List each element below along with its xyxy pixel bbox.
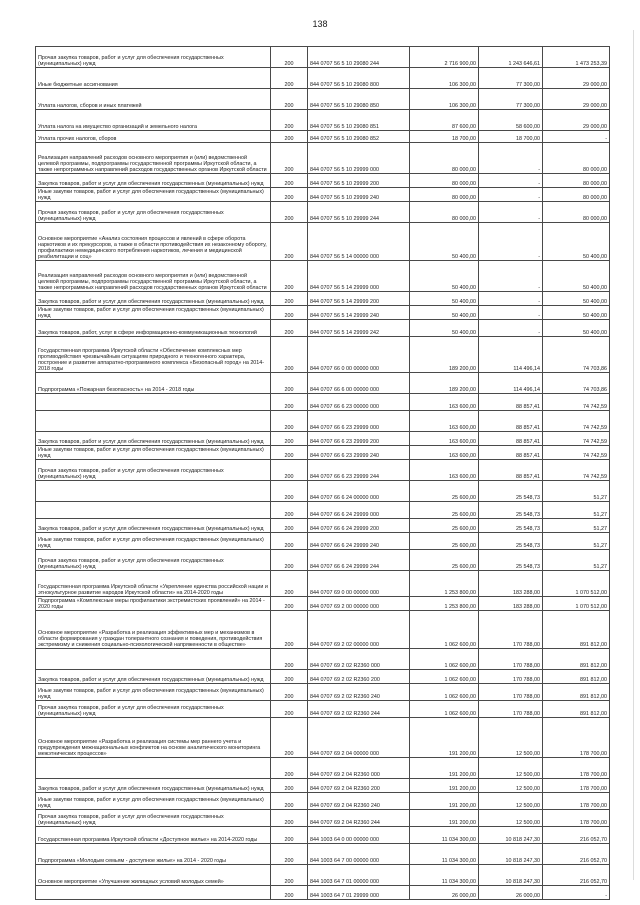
table-row [36, 89, 610, 110]
cell-unexecuted-amount: 178 700,00 [543, 810, 610, 827]
cell-executed-amount: 183 288,00 [479, 597, 543, 611]
cell-line-code: 200 [271, 188, 308, 202]
cell-unexecuted-amount: 50 400,00 [543, 292, 610, 306]
cell-budget-code: 844 0707 66 6 23 29999 244 [308, 460, 410, 481]
table-row [36, 779, 610, 793]
table-row [36, 68, 610, 89]
cell-approved-amount: 25 600,00 [410, 533, 479, 550]
cell-line-code: 200 [271, 718, 308, 758]
cell-budget-code: 844 1003 64 7 01 29999 000 [308, 886, 410, 900]
cell-budget-code: 844 0707 56 5 10 29080 852 [308, 131, 410, 143]
cell-unexecuted-amount: 74 742,59 [543, 432, 610, 446]
cell-executed-amount: 10 818 247,30 [479, 844, 543, 865]
cell-budget-code: 844 0707 66 6 24 29999 240 [308, 533, 410, 550]
cell-description: Уплата налогов, сборов и иных платежей [36, 89, 271, 110]
cell-unexecuted-amount: 1 070 512,00 [543, 571, 610, 597]
cell-budget-code: 844 0707 66 6 23 29999 200 [308, 432, 410, 446]
cell-executed-amount: 25 548,73 [479, 550, 543, 571]
cell-approved-amount: 163 600,00 [410, 460, 479, 481]
table-row [36, 110, 610, 131]
cell-executed-amount: 170 788,00 [479, 701, 543, 718]
cell-description [36, 481, 271, 502]
cell-executed-amount: 88 857,41 [479, 446, 543, 460]
table-row [36, 411, 610, 432]
cell-description: Государственная программа Иркутской области «Обеспечение комплексных мер противодействия чрезвычайным ситуациям природного и техногенного характера, построение и развитие аппаратно-программного комплекса «Безопасный город» на 2014-2018 годы [36, 337, 271, 373]
table-row [36, 188, 610, 202]
cell-line-code: 200 [271, 649, 308, 670]
cell-description [36, 649, 271, 670]
cell-executed-amount: 12 500,00 [479, 758, 543, 779]
cell-unexecuted-amount: 1 070 512,00 [543, 597, 610, 611]
cell-line-code: 200 [271, 519, 308, 533]
cell-unexecuted-amount: 216 052,70 [543, 865, 610, 886]
table-row [36, 810, 610, 827]
cell-description: Иные закупки товаров, работ и услуг для обеспечения государственных (муниципальных) нужд [36, 793, 271, 810]
table-row [36, 202, 610, 223]
cell-unexecuted-amount: 51,27 [543, 519, 610, 533]
cell-line-code: 200 [271, 481, 308, 502]
cell-budget-code: 844 0707 69 2 02 R2360 200 [308, 670, 410, 684]
cell-approved-amount: 11 034 300,00 [410, 844, 479, 865]
cell-budget-code: 844 1003 64 7 00 00000 000 [308, 844, 410, 865]
cell-budget-code: 844 1003 64 0 00 00000 000 [308, 827, 410, 844]
cell-approved-amount: 163 600,00 [410, 432, 479, 446]
cell-description: Иные закупки товаров, работ и услуг для обеспечения государственных (муниципальных) нужд [36, 306, 271, 320]
cell-approved-amount: 106 300,00 [410, 89, 479, 110]
cell-description: Основное мероприятие «Разработка и реализация системы мер раннего учета и предупреждения межнациональных конфликтов на основе аналитического мониторинга межэтнических процессов» [36, 718, 271, 758]
cell-budget-code: 844 0707 69 2 02 R2360 244 [308, 701, 410, 718]
cell-description: Реализация направлений расходов основного мероприятия и (или) ведомственной целевой программы, подпрограммы государственной программы Иркутской области, а также непрограммных направлений расходов государственных органов Иркутской области [36, 261, 271, 292]
table-row [36, 684, 610, 701]
table-row [36, 519, 610, 533]
cell-line-code: 200 [271, 411, 308, 432]
cell-description: Иные закупки товаров, работ и услуг для обеспечения государственных (муниципальных) нужд [36, 188, 271, 202]
table-row [36, 320, 610, 337]
cell-line-code: 200 [271, 337, 308, 373]
cell-description: Иные закупки товаров, работ и услуг для обеспечения государственных (муниципальных) нужд [36, 684, 271, 701]
cell-executed-amount: - [479, 202, 543, 223]
cell-approved-amount: 50 400,00 [410, 261, 479, 292]
cell-line-code: 200 [271, 174, 308, 188]
cell-description: Прочая закупка товаров, работ и услуг для обеспечения государственных (муниципальных) нужд [36, 701, 271, 718]
table-row [36, 502, 610, 519]
cell-budget-code: 844 0707 69 2 04 R2360 240 [308, 793, 410, 810]
table-row [36, 394, 610, 411]
cell-approved-amount: 11 034 300,00 [410, 865, 479, 886]
cell-unexecuted-amount: 51,27 [543, 502, 610, 519]
cell-unexecuted-amount: 74 742,59 [543, 394, 610, 411]
cell-description [36, 502, 271, 519]
cell-description: Реализация направлений расходов основного мероприятия и (или) ведомственной целевой программы, подпрограммы государственной программы Иркутской области, а также непрограммных направлений расходов государственных органов Иркутской области [36, 143, 271, 174]
cell-approved-amount: 191 200,00 [410, 718, 479, 758]
cell-approved-amount: 50 400,00 [410, 292, 479, 306]
cell-executed-amount: 88 857,41 [479, 432, 543, 446]
table-row [36, 143, 610, 174]
cell-description: Государственная программа Иркутской области «Доступное жилье» на 2014-2020 годы [36, 827, 271, 844]
cell-approved-amount: 1 062 600,00 [410, 701, 479, 718]
cell-budget-code: 844 0707 56 5 14 29999 200 [308, 292, 410, 306]
cell-approved-amount: 1 253 800,00 [410, 597, 479, 611]
cell-description: Подпрограмма «Молодым семьям - доступное жилье» на 2014 - 2020 годы [36, 844, 271, 865]
cell-unexecuted-amount: 178 700,00 [543, 718, 610, 758]
cell-budget-code: 844 0707 56 5 10 29080 800 [308, 68, 410, 89]
cell-line-code: 200 [271, 533, 308, 550]
cell-budget-code: 844 0707 56 5 14 29999 242 [308, 320, 410, 337]
cell-approved-amount: 1 062 600,00 [410, 684, 479, 701]
cell-executed-amount: 12 500,00 [479, 779, 543, 793]
cell-description [36, 394, 271, 411]
cell-unexecuted-amount: 178 700,00 [543, 793, 610, 810]
cell-approved-amount: 163 600,00 [410, 394, 479, 411]
cell-line-code: 200 [271, 110, 308, 131]
cell-approved-amount: 80 000,00 [410, 188, 479, 202]
cell-approved-amount: 191 200,00 [410, 758, 479, 779]
cell-line-code: 200 [271, 684, 308, 701]
cell-unexecuted-amount: 891 812,00 [543, 611, 610, 649]
cell-line-code: 200 [271, 292, 308, 306]
table-row [36, 174, 610, 188]
cell-executed-amount: 25 548,73 [479, 533, 543, 550]
cell-line-code: 200 [271, 550, 308, 571]
cell-unexecuted-amount: 51,27 [543, 481, 610, 502]
table-row [36, 432, 610, 446]
cell-description: Уплата налога на имущество организаций и земельного налога [36, 110, 271, 131]
cell-executed-amount: - [479, 261, 543, 292]
cell-description: Иные бюджетные ассигнования [36, 68, 271, 89]
cell-line-code: 200 [271, 460, 308, 481]
cell-unexecuted-amount: 216 052,70 [543, 827, 610, 844]
table-row [36, 844, 610, 865]
cell-budget-code: 844 0707 56 5 14 29999 000 [308, 261, 410, 292]
table-row [36, 793, 610, 810]
cell-unexecuted-amount: 1 473 253,39 [543, 47, 610, 68]
cell-line-code: 200 [271, 502, 308, 519]
cell-budget-code: 844 0707 66 6 00 00000 000 [308, 373, 410, 394]
table-row [36, 533, 610, 550]
cell-executed-amount: 88 857,41 [479, 394, 543, 411]
table-row [36, 460, 610, 481]
cell-executed-amount: 183 288,00 [479, 571, 543, 597]
cell-executed-amount: 10 818 247,30 [479, 865, 543, 886]
cell-approved-amount: 1 062 600,00 [410, 670, 479, 684]
cell-budget-code: 844 1003 64 7 01 00000 000 [308, 865, 410, 886]
cell-executed-amount: - [479, 143, 543, 174]
cell-approved-amount: 25 600,00 [410, 519, 479, 533]
cell-executed-amount: 170 788,00 [479, 670, 543, 684]
cell-description: Основное мероприятие «Анализ состояния процессов и явлений в сфере оборота наркотиков и их прекурсоров, а также в области противодействия их незаконному обороту, профилактики немедицинского потребления наркотиков, лечения и медицинской реабилитации и соц» [36, 223, 271, 261]
cell-description: Иные закупки товаров, работ и услуг для обеспечения государственных (муниципальных) нужд [36, 446, 271, 460]
cell-description: Закупка товаров, работ и услуг для обеспечения государственных (муниципальных) нужд [36, 779, 271, 793]
cell-unexecuted-amount: 891 812,00 [543, 670, 610, 684]
table-row [36, 261, 610, 292]
cell-line-code: 200 [271, 202, 308, 223]
cell-unexecuted-amount: 74 742,59 [543, 411, 610, 432]
cell-description [36, 758, 271, 779]
cell-budget-code: 844 0707 66 6 24 29999 200 [308, 519, 410, 533]
cell-description: Подпрограмма «Комплексные меры профилактики экстремистских проявлений» на 2014 - 2020 годы [36, 597, 271, 611]
cell-unexecuted-amount: 80 000,00 [543, 174, 610, 188]
cell-executed-amount: 12 500,00 [479, 810, 543, 827]
cell-description: Закупка товаров, работ и услуг для обеспечения государственных (муниципальных) нужд [36, 292, 271, 306]
cell-description: Закупка товаров, работ и услуг для обеспечения государственных (муниципальных) нужд [36, 519, 271, 533]
table-row [36, 223, 610, 261]
cell-executed-amount: 25 548,73 [479, 502, 543, 519]
cell-approved-amount: 87 600,00 [410, 110, 479, 131]
cell-executed-amount: - [479, 188, 543, 202]
cell-unexecuted-amount: 74 703,86 [543, 337, 610, 373]
cell-line-code: 200 [271, 670, 308, 684]
cell-approved-amount: 80 000,00 [410, 174, 479, 188]
cell-unexecuted-amount: 51,27 [543, 550, 610, 571]
cell-description: Закупка товаров, работ и услуг для обеспечения государственных (муниципальных) нужд [36, 432, 271, 446]
table-row [36, 827, 610, 844]
cell-approved-amount: 26 000,00 [410, 886, 479, 900]
cell-description: Закупка товаров, работ и услуг для обеспечения государственных (муниципальных) нужд [36, 670, 271, 684]
cell-line-code: 200 [271, 810, 308, 827]
cell-description [36, 886, 271, 900]
cell-line-code: 200 [271, 597, 308, 611]
table-row [36, 611, 610, 649]
cell-budget-code: 844 0707 56 5 10 29080 851 [308, 110, 410, 131]
cell-unexecuted-amount: 891 812,00 [543, 649, 610, 670]
cell-executed-amount: - [479, 174, 543, 188]
cell-description: Прочая закупка товаров, работ и услуг для обеспечения государственных (муниципальных) нужд [36, 550, 271, 571]
cell-unexecuted-amount: - [543, 131, 610, 143]
cell-budget-code: 844 0707 69 2 02 R2360 240 [308, 684, 410, 701]
page-number: 138 [312, 19, 328, 29]
cell-line-code: 200 [271, 779, 308, 793]
cell-description: Государственная программа Иркутской области «Укрепление единства российской нации и этнокультурное развитие народов Иркутской области» на 2014-2020 годы [36, 571, 271, 597]
cell-line-code: 200 [271, 143, 308, 174]
cell-approved-amount: 50 400,00 [410, 320, 479, 337]
cell-executed-amount: 10 818 247,30 [479, 827, 543, 844]
cell-description: Закупка товаров, работ, услуг в сфере информационно-коммуникационных технологий [36, 320, 271, 337]
cell-approved-amount: 80 000,00 [410, 143, 479, 174]
cell-executed-amount: - [479, 223, 543, 261]
cell-unexecuted-amount: 891 812,00 [543, 701, 610, 718]
cell-executed-amount: 88 857,41 [479, 460, 543, 481]
cell-line-code: 200 [271, 701, 308, 718]
cell-line-code: 200 [271, 827, 308, 844]
cell-approved-amount: 1 062 600,00 [410, 649, 479, 670]
cell-description [36, 411, 271, 432]
cell-description: Основное мероприятие «Улучшение жилищных условий молодых семей» [36, 865, 271, 886]
cell-unexecuted-amount: 50 400,00 [543, 320, 610, 337]
cell-line-code: 200 [271, 68, 308, 89]
cell-executed-amount: 170 788,00 [479, 684, 543, 701]
table-row [36, 670, 610, 684]
cell-line-code: 200 [271, 320, 308, 337]
table-row [36, 649, 610, 670]
cell-executed-amount: - [479, 292, 543, 306]
cell-unexecuted-amount: 74 703,86 [543, 373, 610, 394]
cell-executed-amount: 12 500,00 [479, 793, 543, 810]
cell-budget-code: 844 0707 66 6 24 29999 244 [308, 550, 410, 571]
cell-description: Подпрограмма «Пожарная безопасность» на 2014 - 2018 годы [36, 373, 271, 394]
cell-approved-amount: 25 600,00 [410, 502, 479, 519]
cell-executed-amount: 77 300,00 [479, 89, 543, 110]
cell-approved-amount: 189 200,00 [410, 337, 479, 373]
table-row [36, 373, 610, 394]
cell-unexecuted-amount: 50 400,00 [543, 261, 610, 292]
cell-executed-amount: - [479, 320, 543, 337]
cell-executed-amount: 25 548,73 [479, 519, 543, 533]
cell-approved-amount: 25 600,00 [410, 550, 479, 571]
cell-line-code: 200 [271, 223, 308, 261]
cell-unexecuted-amount: 50 400,00 [543, 306, 610, 320]
cell-approved-amount: 80 000,00 [410, 202, 479, 223]
table-row [36, 886, 610, 900]
table-row [36, 718, 610, 758]
cell-budget-code: 844 0707 56 5 14 00000 000 [308, 223, 410, 261]
cell-budget-code: 844 0707 66 6 23 29999 000 [308, 411, 410, 432]
scan-edge [633, 30, 634, 880]
table-row [36, 292, 610, 306]
cell-unexecuted-amount: 51,27 [543, 533, 610, 550]
cell-unexecuted-amount: 29 000,00 [543, 89, 610, 110]
cell-executed-amount: 88 857,41 [479, 411, 543, 432]
cell-line-code: 200 [271, 446, 308, 460]
table-row [36, 131, 610, 143]
cell-approved-amount: 191 200,00 [410, 779, 479, 793]
cell-executed-amount: 1 243 646,61 [479, 47, 543, 68]
cell-line-code: 200 [271, 432, 308, 446]
cell-budget-code: 844 0707 66 0 00 00000 000 [308, 337, 410, 373]
cell-approved-amount: 191 200,00 [410, 793, 479, 810]
cell-executed-amount: 26 000,00 [479, 886, 543, 900]
cell-unexecuted-amount: 74 742,59 [543, 446, 610, 460]
cell-unexecuted-amount: 29 000,00 [543, 110, 610, 131]
cell-description: Основное мероприятие «Разработка и реализация эффективных мер и механизмов в области формирования у граждан толерантного сознания и поведения, противодействия экстремизму и снижения социально-психологической напряженности в обществе» [36, 611, 271, 649]
table-row [36, 446, 610, 460]
cell-description: Прочая закупка товаров, работ и услуг для обеспечения государственных (муниципальных) нужд [36, 202, 271, 223]
cell-unexecuted-amount: 891 812,00 [543, 684, 610, 701]
cell-budget-code: 844 0707 69 0 00 00000 000 [308, 571, 410, 597]
cell-approved-amount: 1 062 600,00 [410, 611, 479, 649]
table-row [36, 47, 610, 68]
cell-line-code: 200 [271, 47, 308, 68]
cell-executed-amount: 114 496,14 [479, 373, 543, 394]
table-row [36, 865, 610, 886]
cell-approved-amount: 163 600,00 [410, 411, 479, 432]
table-row [36, 481, 610, 502]
cell-executed-amount: 170 788,00 [479, 611, 543, 649]
cell-budget-code: 844 0707 56 5 10 29999 000 [308, 143, 410, 174]
table-row [36, 571, 610, 597]
cell-line-code: 200 [271, 306, 308, 320]
table-row [36, 550, 610, 571]
table-row [36, 758, 610, 779]
cell-line-code: 200 [271, 886, 308, 900]
cell-budget-code: 844 0707 66 6 24 00000 000 [308, 481, 410, 502]
cell-budget-code: 844 0707 56 5 10 29999 244 [308, 202, 410, 223]
cell-budget-code: 844 0707 69 2 04 R2360 000 [308, 758, 410, 779]
table-row [36, 337, 610, 373]
table-row [36, 701, 610, 718]
cell-executed-amount: 25 548,73 [479, 481, 543, 502]
cell-budget-code: 844 0707 56 5 10 29080 244 [308, 47, 410, 68]
cell-executed-amount: - [479, 306, 543, 320]
cell-budget-code: 844 0707 56 5 14 29999 240 [308, 306, 410, 320]
budget-execution-table [35, 46, 610, 900]
cell-approved-amount: 191 200,00 [410, 810, 479, 827]
cell-line-code: 200 [271, 131, 308, 143]
cell-budget-code: 844 0707 66 6 23 00000 000 [308, 394, 410, 411]
cell-approved-amount: 1 253 800,00 [410, 571, 479, 597]
cell-unexecuted-amount: 74 742,59 [543, 460, 610, 481]
cell-approved-amount: 25 600,00 [410, 481, 479, 502]
cell-line-code: 200 [271, 394, 308, 411]
cell-budget-code: 844 0707 66 6 23 29999 240 [308, 446, 410, 460]
cell-budget-code: 844 0707 69 2 04 00000 000 [308, 718, 410, 758]
table-row [36, 306, 610, 320]
cell-budget-code: 844 0707 69 2 02 R2360 000 [308, 649, 410, 670]
cell-line-code: 200 [271, 758, 308, 779]
cell-line-code: 200 [271, 373, 308, 394]
cell-budget-code: 844 0707 69 2 02 00000 000 [308, 611, 410, 649]
cell-approved-amount: 18 700,00 [410, 131, 479, 143]
cell-approved-amount: 163 600,00 [410, 446, 479, 460]
cell-executed-amount: 77 300,00 [479, 68, 543, 89]
cell-budget-code: 844 0707 56 5 10 29999 240 [308, 188, 410, 202]
cell-executed-amount: 12 500,00 [479, 718, 543, 758]
cell-description: Прочая закупка товаров, работ и услуг для обеспечения государственных (муниципальных) нужд [36, 47, 271, 68]
cell-description: Иные закупки товаров, работ и услуг для обеспечения государственных (муниципальных) нужд [36, 533, 271, 550]
cell-line-code: 200 [271, 844, 308, 865]
cell-budget-code: 844 0707 69 2 04 R2360 244 [308, 810, 410, 827]
table-body [36, 47, 610, 900]
cell-approved-amount: 2 716 900,00 [410, 47, 479, 68]
cell-description: Прочая закупка товаров, работ и услуг для обеспечения государственных (муниципальных) нужд [36, 460, 271, 481]
cell-line-code: 200 [271, 611, 308, 649]
cell-description: Уплата прочих налогов, сборов [36, 131, 271, 143]
cell-executed-amount: 114 496,14 [479, 337, 543, 373]
cell-budget-code: 844 0707 66 6 24 29999 000 [308, 502, 410, 519]
cell-approved-amount: 11 034 300,00 [410, 827, 479, 844]
table-row [36, 597, 610, 611]
cell-approved-amount: 106 300,00 [410, 68, 479, 89]
cell-executed-amount: 58 600,00 [479, 110, 543, 131]
cell-line-code: 200 [271, 571, 308, 597]
cell-line-code: 200 [271, 89, 308, 110]
cell-executed-amount: 18 700,00 [479, 131, 543, 143]
cell-line-code: 200 [271, 865, 308, 886]
cell-unexecuted-amount: 50 400,00 [543, 223, 610, 261]
cell-budget-code: 844 0707 69 2 00 00000 000 [308, 597, 410, 611]
cell-unexecuted-amount: 178 700,00 [543, 758, 610, 779]
cell-unexecuted-amount: 178 700,00 [543, 779, 610, 793]
cell-unexecuted-amount: 216 052,70 [543, 844, 610, 865]
cell-line-code: 200 [271, 793, 308, 810]
cell-budget-code: 844 0707 56 5 10 29999 200 [308, 174, 410, 188]
cell-executed-amount: 170 788,00 [479, 649, 543, 670]
cell-budget-code: 844 0707 56 5 10 29080 850 [308, 89, 410, 110]
cell-line-code: 200 [271, 261, 308, 292]
cell-approved-amount: 50 400,00 [410, 306, 479, 320]
cell-budget-code: 844 0707 69 2 04 R2360 200 [308, 779, 410, 793]
cell-unexecuted-amount: 29 000,00 [543, 68, 610, 89]
cell-unexecuted-amount: 80 000,00 [543, 143, 610, 174]
cell-description: Прочая закупка товаров, работ и услуг для обеспечения государственных (муниципальных) нужд [36, 810, 271, 827]
cell-unexecuted-amount: 80 000,00 [543, 188, 610, 202]
cell-description: Закупка товаров, работ и услуг для обеспечения государственных (муниципальных) нужд [36, 174, 271, 188]
cell-approved-amount: 189 200,00 [410, 373, 479, 394]
cell-approved-amount: 50 400,00 [410, 223, 479, 261]
cell-unexecuted-amount: - [543, 886, 610, 900]
cell-unexecuted-amount: 80 000,00 [543, 202, 610, 223]
